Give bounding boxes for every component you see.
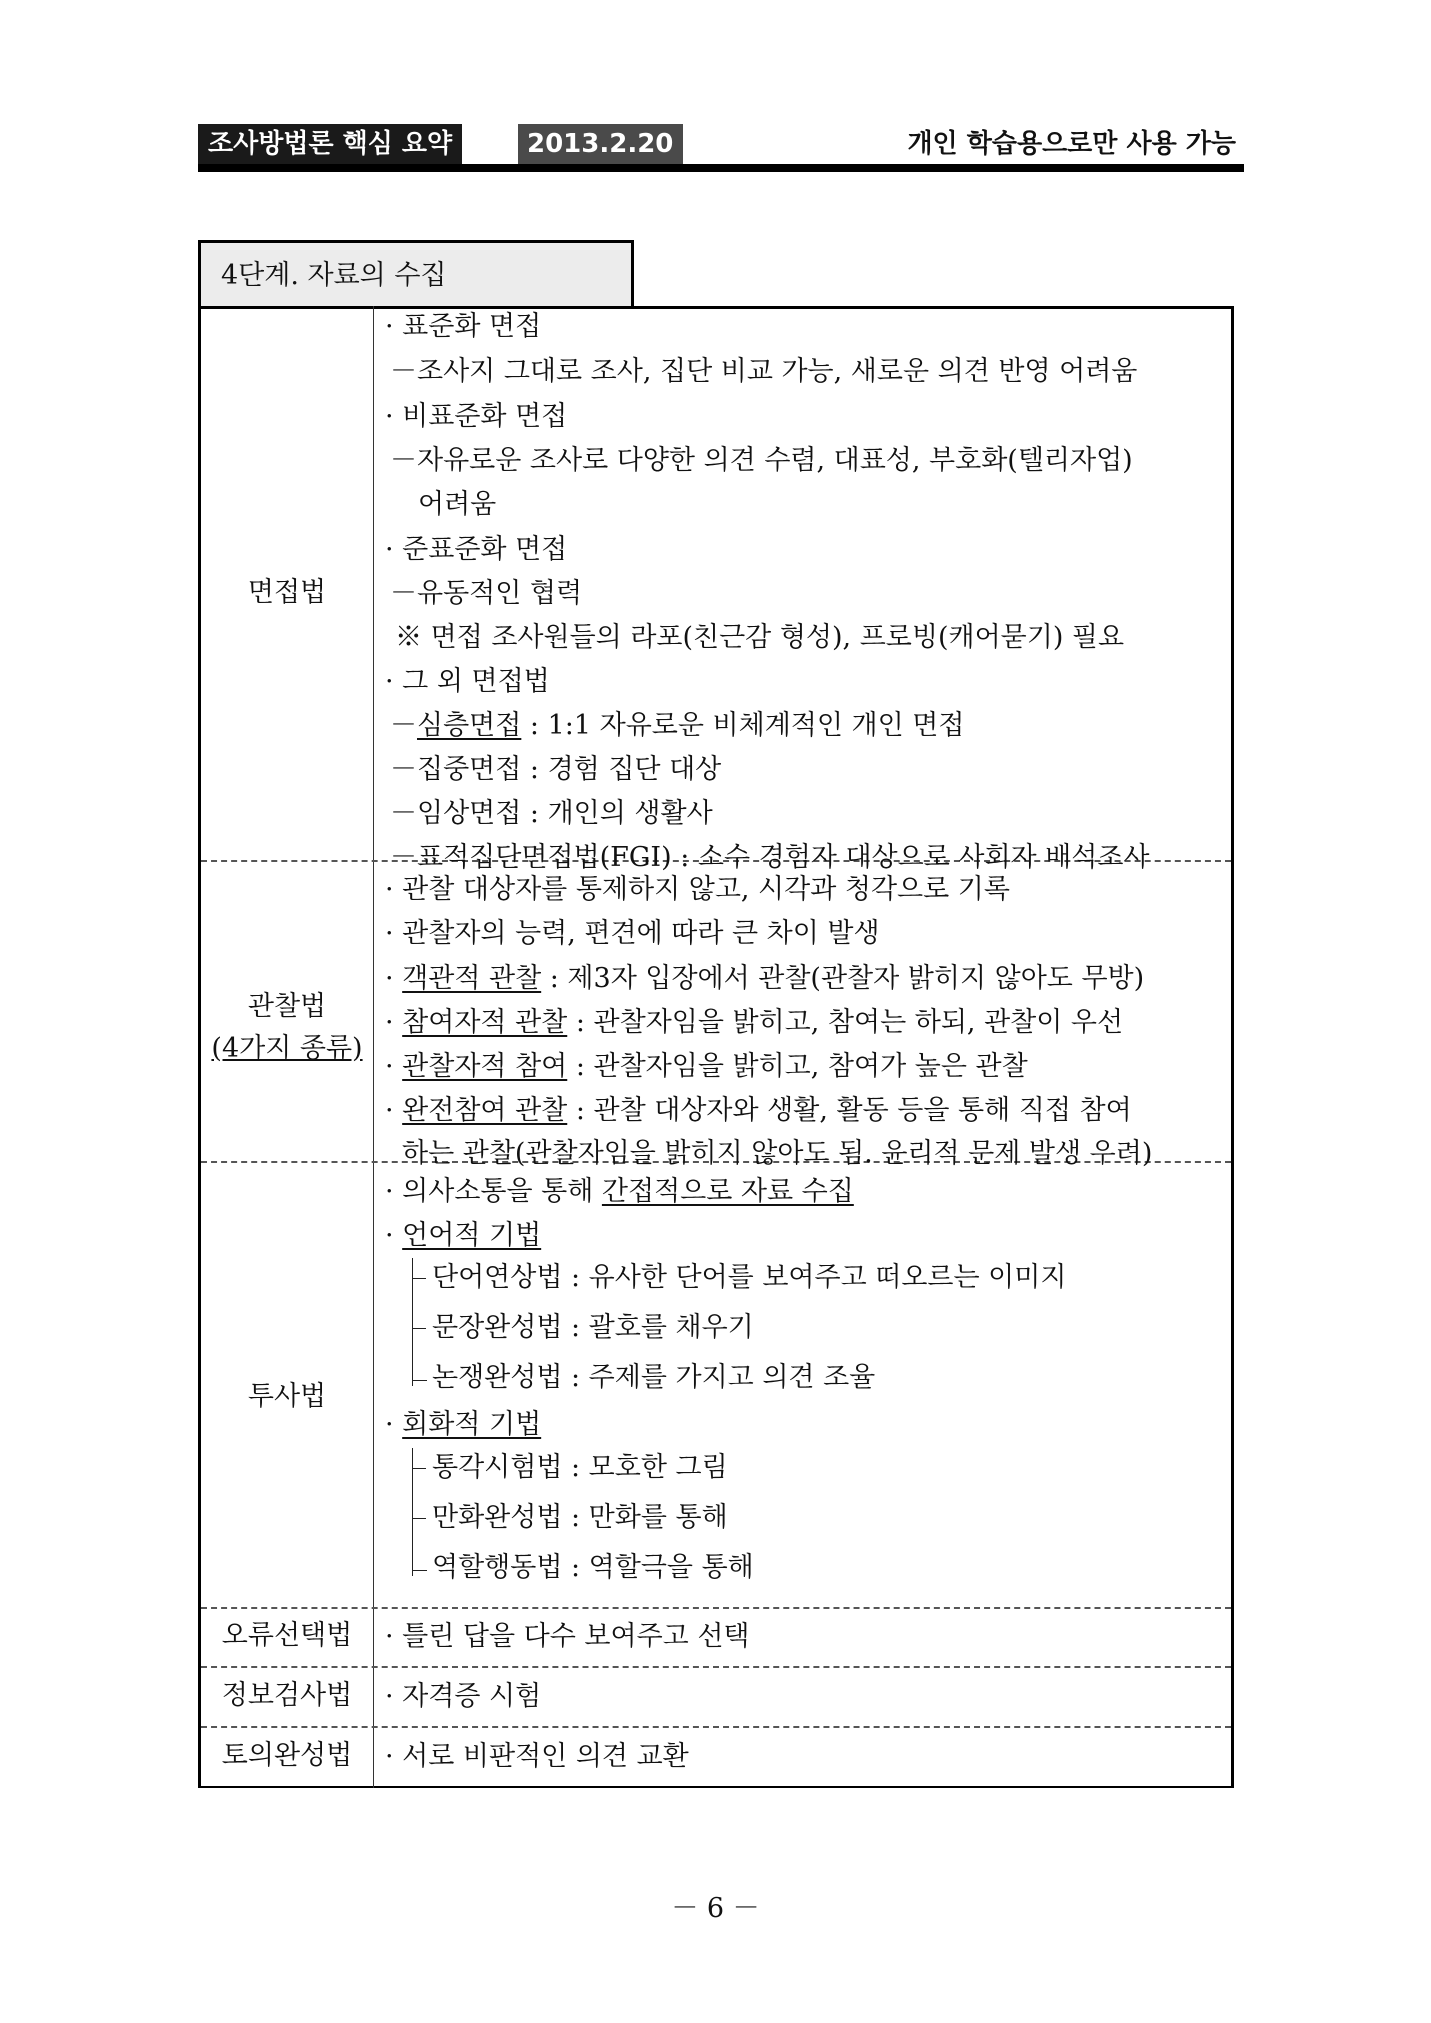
column-divider	[373, 306, 374, 1788]
interview-line: ※ 면접 조사원들의 라포(친근감 형성), 프로빙(캐어묻기) 필요	[395, 622, 1125, 653]
interview-line: · 그 외 면접법	[385, 666, 550, 697]
interview-line: －유동적인 협력	[390, 578, 583, 609]
info-test-text: · 자격증 시험	[385, 1681, 542, 1712]
interview-other: －심층면접 : 1:1 자유로운 비체계적인 개인 면접	[390, 710, 965, 741]
interview-other: －표적집단면접법(FGI) : 소수 경험자 대상으로 사회자 배석조사	[390, 842, 1150, 873]
interview-line: 어려움	[418, 489, 497, 520]
header-note: 개인 학습용으로만 사용 가능	[907, 129, 1236, 159]
label-info-test: 정보검사법	[221, 1680, 353, 1711]
interview-line: · 표준화 면접	[385, 311, 542, 342]
interview-other: －임상면접 : 개인의 생활사	[390, 798, 713, 829]
pictorial-technique: 역할행동법 : 역할극을 통해	[432, 1552, 754, 1583]
row-divider	[201, 1726, 1231, 1728]
tree-corner	[412, 1558, 427, 1571]
tree-branch	[412, 1518, 426, 1519]
error-choice-text: · 틀린 답을 다수 보여주고 선택	[385, 1621, 750, 1652]
interview-line: · 준표준화 면접	[385, 534, 568, 565]
verbal-technique: 단어연상법 : 유사한 단어를 보여주고 떠오르는 이미지	[432, 1262, 1067, 1293]
interview-line: －자유로운 조사로 다양한 의견 수렴, 대표성, 부호화(텔리자업)	[390, 445, 1133, 476]
observation-type: · 객관적 관찰 : 제3자 입장에서 관찰(관찰자 밝히지 않아도 무방)	[385, 963, 1145, 994]
projective-verbal-title: · 언어적 기법	[385, 1220, 542, 1251]
label-projective: 투사법	[247, 1381, 327, 1412]
projective-pictorial-title: · 회화적 기법	[385, 1409, 542, 1440]
observation-line: · 관찰자의 능력, 편견에 따라 큰 차이 발생	[385, 918, 880, 949]
header-rule	[198, 164, 1244, 172]
row-divider	[201, 1666, 1231, 1668]
tree-branch	[412, 1278, 426, 1279]
interview-other: －집중면접 : 경험 집단 대상	[390, 754, 722, 785]
projective-intro: · 의사소통을 통해 간접적으로 자료 수집	[385, 1176, 854, 1207]
label-observation: 관찰법	[247, 991, 327, 1022]
observation-type: · 완전참여 관찰 : 관찰 대상자와 생활, 활동 등을 통해 직접 참여	[385, 1095, 1132, 1126]
tree-branch	[412, 1328, 426, 1329]
header-date: 2013.2.20	[513, 124, 683, 164]
verbal-technique: 논쟁완성법 : 주제를 가지고 의견 조율	[432, 1362, 876, 1393]
observation-type: · 참여자적 관찰 : 관찰자임을 밝히고, 참여는 하되, 관찰이 우선	[385, 1007, 1124, 1038]
tree-branch	[412, 1468, 426, 1469]
pictorial-technique: 만화완성법 : 만화를 통해	[432, 1502, 728, 1533]
discussion-text: · 서로 비판적인 의견 교환	[385, 1741, 689, 1772]
page-header	[198, 124, 1244, 174]
verbal-technique: 문장완성법 : 괄호를 채우기	[432, 1312, 754, 1343]
observation-type: · 관찰자적 참여 : 관찰자임을 밝히고, 참여가 높은 관찰	[385, 1051, 1028, 1082]
page-number: － 6 －	[671, 1893, 760, 1924]
label-interview: 면접법	[247, 577, 327, 608]
row-divider	[201, 1607, 1231, 1609]
table-bottom-rule	[198, 1786, 1234, 1788]
interview-line: －조사지 그대로 조사, 집단 비교 가능, 새로운 의견 반영 어려움	[390, 356, 1138, 387]
header-title: 조사방법론 핵심 요약	[198, 124, 462, 164]
label-discussion: 토의완성법	[221, 1740, 353, 1771]
label-error-choice: 오류선택법	[221, 1620, 353, 1651]
interview-line: · 비표준화 면접	[385, 401, 568, 432]
pictorial-technique: 통각시험법 : 모호한 그림	[432, 1452, 728, 1483]
observation-line: · 관찰 대상자를 통제하지 않고, 시각과 청각으로 기록	[385, 874, 1010, 905]
tree-corner	[412, 1368, 427, 1381]
section-title: 4단계. 자료의 수집	[198, 240, 634, 306]
observation-continuation: 하는 관찰(관찰자임을 밝히지 않아도 됨. 윤리적 문제 발생 우려)	[402, 1138, 1153, 1169]
label-observation-types: (4가지 종류)	[211, 1033, 363, 1064]
